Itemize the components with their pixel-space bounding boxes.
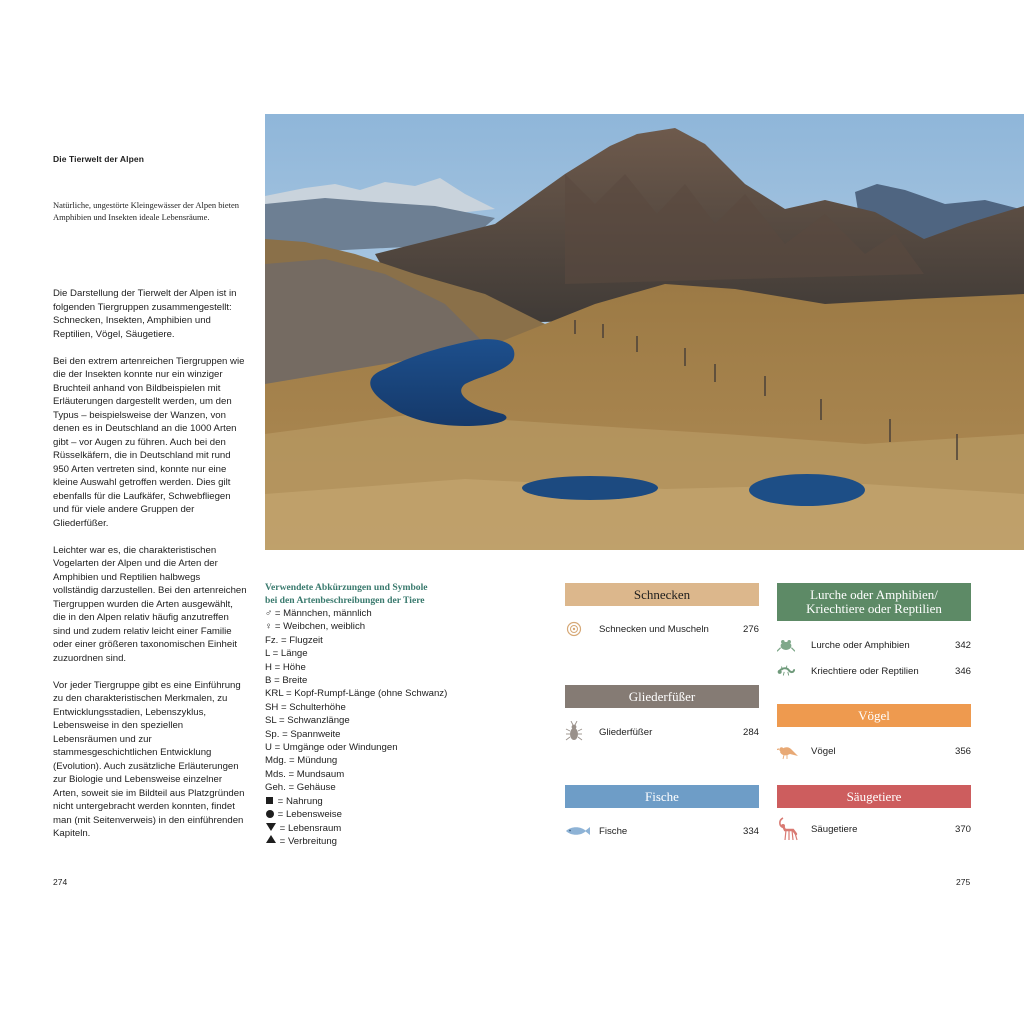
category-page: 284 — [742, 726, 759, 738]
photo-caption: Natürliche, ungestörte Kleingewässer der Alpen bieten Amphibien und Insekten ideale Lebensräume. — [53, 200, 239, 222]
category-entry-saeugetiere[interactable] — [777, 815, 971, 843]
legend-row: L = Länge — [265, 648, 308, 660]
category-heading-fische: Fische — [565, 785, 759, 808]
legend-row: SL = Schwanzlänge — [265, 715, 350, 727]
legend-title: Verwendete Abkürzungen und Symbole — [265, 582, 428, 593]
body-paragraph: Die Darstellung der Tierwelt der Alpen ist in folgenden Tiergruppen zusammengestellt: Schnecken, Insekten, Amphibien und Reptilien, Vögel, Säugetiere. — [53, 288, 237, 340]
snail-icon — [565, 620, 583, 638]
legend-row: ♀ = Weibchen, weiblich — [265, 621, 366, 633]
category-entry-lurche[interactable] — [777, 635, 971, 655]
category-heading-lurche-kriechtiere — [777, 583, 971, 621]
fish-icon — [565, 825, 591, 837]
category-heading-schnecken: Schnecken — [565, 583, 759, 606]
category-label: Lurche oder Amphibien — [811, 639, 910, 651]
category-page: 346 — [954, 665, 971, 677]
category-heading-line: Kriechtiere oder Reptilien — [806, 601, 942, 616]
category-entry-gliederfuesser[interactable] — [565, 720, 759, 744]
category-label: Säugetiere — [811, 823, 858, 835]
circle-icon — [266, 810, 274, 818]
legend-row: SH = Schulterhöhe — [265, 701, 346, 713]
running-head: Die Tierwelt der Alpen — [53, 154, 145, 164]
category-heading-saeugetiere: Säugetiere — [777, 785, 971, 808]
triangle-up-icon — [266, 835, 276, 843]
body-text — [53, 287, 248, 854]
category-page: 356 — [954, 745, 971, 757]
category-heading-voegel: Vögel — [777, 704, 971, 727]
legend-row: Mds. = Mundsaum — [265, 768, 345, 780]
category-heading-line: Lurche oder Amphibien/ — [810, 587, 938, 602]
category-entry-fische[interactable] — [565, 821, 759, 841]
ibex-icon — [777, 816, 799, 842]
abbreviation-legend — [265, 581, 495, 848]
category-heading-gliederfuesser: Gliederfüßer — [565, 685, 759, 708]
category-page: 334 — [742, 825, 759, 837]
alpine-landscape-photo — [265, 114, 1024, 550]
body-paragraph: Bei den extrem artenreichen Tiergruppen wie die der Insekten konnte nur ein winziger Bruchteil anhand von Bildbeispielen mit Erläuterungen dargestellt werden, um den Typus – beispielsweise der Wanzen, von denen es in Deutschland an die 1000 Arten gibt – vor Augen zu führen. Auch bei den Rüsselkäfern, die in Deutschland mit rund 950 Arten vertreten sind, konnte nur eine kleine Auswahl getroffen werden. Dies gilt ebenfalls für die Laufkäfer, Schwebfliegen und für viele andere Gruppen der Gliederfüßer. — [53, 355, 245, 529]
legend-row: H = Höhe — [265, 661, 306, 673]
legend-row-lebensweise: = Lebensweise — [265, 808, 495, 821]
legend-row: Fz. = Flugzeit — [265, 634, 323, 646]
legend-row-lebensraum: = Lebensraum — [265, 822, 495, 835]
legend-row: KRL = Kopf-Rumpf-Länge (ohne Schwanz) — [265, 688, 448, 700]
legend-row: Geh. = Gehäuse — [265, 782, 336, 794]
legend-row: Sp. = Spannweite — [265, 728, 341, 740]
category-label: Vögel — [811, 745, 836, 757]
legend-row: ♂ = Männchen, männlich — [265, 608, 372, 619]
frog-icon — [777, 636, 795, 654]
square-icon — [266, 797, 273, 804]
triangle-down-icon — [266, 823, 276, 831]
category-page: 342 — [954, 639, 971, 651]
beetle-icon — [565, 721, 583, 743]
legend-title: bei den Artenbeschreibungen der Tiere — [265, 595, 425, 606]
landscape-illustration — [265, 114, 1024, 550]
category-label: Gliederfüßer — [599, 726, 653, 738]
body-paragraph: Leichter war es, die charakteristischen Vogelarten der Alpen und die Arten der Amphibien und Reptilien halbwegs vollständig darzustellen. Bei den artenreichen Tiergruppen wurden die Arten ausgewählt, die in den Alpen relativ häufig anzutreffen sind und zudem relativ leicht einer Familie oder einer größeren taxonomischen Einheit zuzuordnen sind. — [53, 544, 247, 664]
bird-icon — [777, 742, 799, 760]
legend-row: B = Breite — [265, 675, 308, 687]
category-label: Fische — [599, 825, 628, 837]
page-number-left: 274 — [53, 877, 68, 887]
category-page: 370 — [954, 823, 971, 835]
category-entry-voegel[interactable] — [777, 740, 971, 762]
page-number-right: 275 — [956, 877, 971, 887]
category-entry-schnecken[interactable] — [565, 619, 759, 639]
body-paragraph: Vor jeder Tiergruppe gibt es eine Einführung zu den charakteristischen Merkmalen, zu Entwicklungsstadien, Lebenszyklus, Lebensweise in den speziellen Lebensräumen und zur stammesgeschichtlichen Entwicklung (Evolution). Auch zusätzliche Erläuterungen zur Biologie und Lebensweise einzelner Arten, soweit sie im Bildteil aus Platzgründen nicht untergebracht werden konnten, findet man (mit Seitenverweis) in den einführenden Kapiteln. — [53, 679, 245, 839]
legend-row-nahrung: = Nahrung — [265, 795, 495, 808]
category-label: Kriechtiere oder Reptilien — [811, 665, 919, 677]
lizard-icon — [777, 662, 795, 680]
legend-row: U = Umgänge oder Windungen — [265, 742, 398, 754]
category-page: 276 — [742, 623, 759, 635]
category-label: Schnecken und Muscheln — [599, 623, 709, 635]
legend-row: Mdg. = Mündung — [265, 755, 338, 767]
legend-row-verbreitung: = Verbreitung — [265, 835, 495, 848]
category-entry-kriechtiere[interactable] — [777, 661, 971, 681]
